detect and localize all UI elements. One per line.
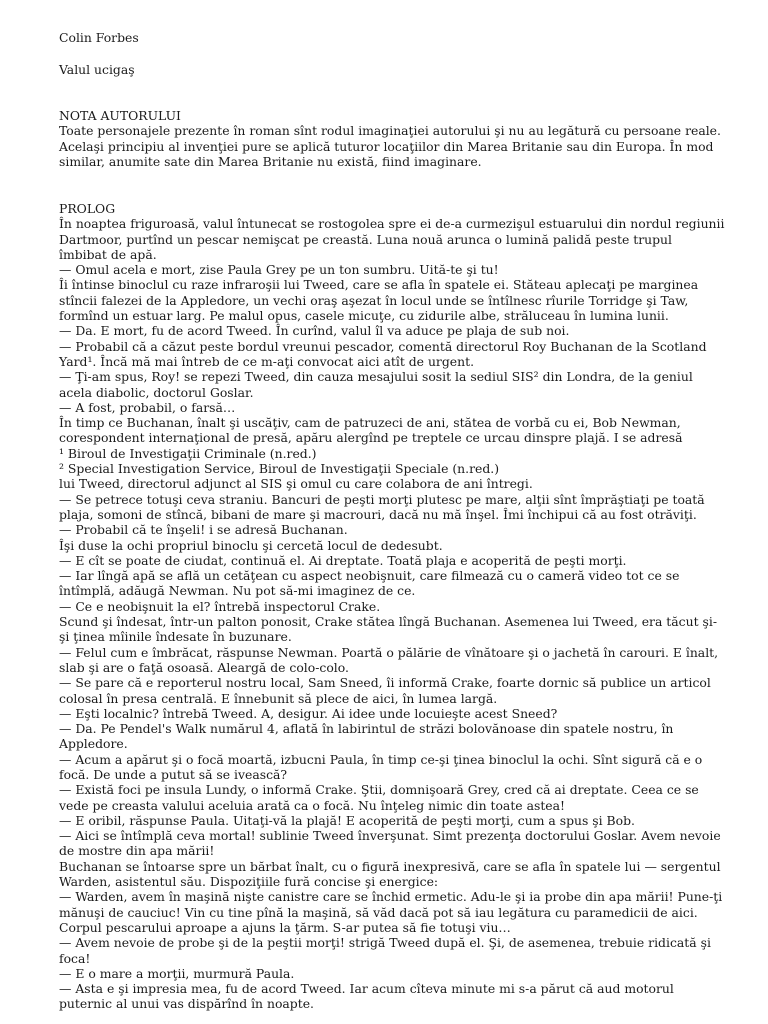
text-line: — Se pare că e reporterul nostru local, Sam Sneed, îi informă Crake, foarte dornic să publice un articol <box>59 675 711 691</box>
text-line: colosal în presa centrală. E înnebunit să plece de aici, în lumea largă. <box>59 690 498 706</box>
author-note-body <box>59 123 759 169</box>
text-line: Îşi duse la ochi propriul binoclu şi cercetă locul de dedesubt. <box>59 537 443 553</box>
text-line: — Da. E mort, fu de acord Tweed. În curînd, valul îl va aduce pe plaja de sub noi. <box>59 323 570 339</box>
prolog-body <box>59 216 759 1011</box>
text-line: — Ce e neobişnuit la el? întrebă inspectorul Crake. <box>59 598 381 614</box>
text-line: — Da. Pe Pendel's Walk numărul 4, aflată în labirintul de străzi bolovănoase din spatele nostru, în <box>59 721 674 737</box>
text-line: — Se petrece totuşi ceva straniu. Bancuri de peşti morţi plutesc pe mare, alţii sînt împrăştiaţi pe toată <box>59 491 705 507</box>
author-note-heading: NOTA AUTORULUI <box>59 108 181 123</box>
text-line: plaja, somoni de stîncă, bibani de mare şi macrouri, dacă nu mă înşel. Îmi închipui că au fost otrăviţi. <box>59 506 697 522</box>
text-line: formînd un estuar larg. Pe malul opus, casele micuţe, cu zidurile albe, străluceau în lumina lunii. <box>59 308 669 324</box>
text-line: întîmplă, adăugă Newman. Nu pot să-mi imaginez de ce. <box>59 583 416 599</box>
text-line: — Warden, avem în maşină nişte canistre care se închid ermetic. Adu-le şi ia probe din apa mării! Pune-ţi <box>59 889 723 905</box>
author-name: Colin Forbes <box>59 30 139 45</box>
text-line: Dartmoor, purtînd un pescar nemişcat pe creastă. Luna nouă arunca o lumină palidă peste trupul <box>59 231 672 247</box>
text-line: ¹ Biroul de Investigaţii Criminale (n.red.) <box>59 445 317 461</box>
text-line: corespondent internaţional de presă, apăru alergînd pe treptele ce urcau dinspre plajă. I se adresă <box>59 430 683 446</box>
text-line: — Ţi-am spus, Roy! se repezi Tweed, din cauza mesajului sosit la sediul SIS² din Londra, de la geniul <box>59 369 693 385</box>
text-line: În noaptea friguroasă, valul întunecat se rostogolea spre ei de-a curmezişul estuarului din nordul regiunii <box>59 216 725 232</box>
text-line: — Omul acela e mort, zise Paula Grey pe un ton sumbru. Uită-te şi tu! <box>59 262 499 278</box>
text-line: — Aici se întîmplă ceva mortal! sublinie Tweed înverşunat. Simt prezenţa doctorului Goslar. Avem nevoie <box>59 828 721 844</box>
text-line: — Există foci pe insula Lundy, o informă Crake. Ştii, domnişoară Grey, cred că ai dreptate. Ceea ce se <box>59 782 699 798</box>
text-line: şi ţinea mîinile îndesate în buzunare. <box>59 629 292 645</box>
text-line: Corpul pescarului aproape a ajuns la ţărm. S-ar putea să fie totuşi viu… <box>59 919 511 935</box>
text-line: — E o mare a morţii, murmură Paula. <box>59 965 295 981</box>
text-line: Îi întinse binoclul cu raze infraroşii lui Tweed, care se afla în spatele ei. Stăteau aplecaţi pe marginea <box>59 277 699 293</box>
text-line: foca! <box>59 950 91 966</box>
text-line: — Iar lîngă apă se află un cetăţean cu aspect neobişnuit, care filmează cu o cameră video tot ce se <box>59 568 680 584</box>
prolog-section <box>59 201 759 1012</box>
author-note-section <box>59 108 759 169</box>
text-line: Toate personajele prezente în roman sînt rodul imaginaţiei autorului şi nu au legătură cu persoane reale. <box>59 123 721 139</box>
text-line: — Asta e şi impresia mea, fu de acord Tweed. Iar acum cîteva minute mi s-a părut că aud motorul <box>59 981 674 997</box>
text-line: — E oribil, răspunse Paula. Uitaţi-vă la plajă! E acoperită de peşti morţi, cum a spus şi Bob. <box>59 812 635 828</box>
book-title: Valul ucigaş <box>59 62 135 77</box>
text-line: stîncii falezei de la Appledore, un vechi oraş aşezat în locul unde se întîlnesc rîurile Torridge şi Taw, <box>59 292 689 308</box>
text-line: acela diabolic, doctorul Goslar. <box>59 384 254 400</box>
text-line: vede pe creasta valului aceluia arată ca o focă. Nu înţeleg nimic din toate astea! <box>59 797 565 813</box>
text-line: mănuşi de cauciuc! Vin cu tine pînă la maşină, să văd dacă pot să iau legătura cu paramedicii de aici. <box>59 904 698 920</box>
prolog-heading: PROLOG <box>59 201 116 216</box>
text-line: În timp ce Buchanan, înalt şi uscăţiv, cam de patruzeci de ani, stătea de vorbă cu ei, Bob Newman, <box>59 415 681 431</box>
text-line: ² Special Investigation Service, Biroul de Investigaţii Speciale (n.red.) <box>59 461 500 477</box>
text-line: de mostre din apa mării! <box>59 843 215 859</box>
text-line: focă. De unde a putut să se ivească? <box>59 766 288 782</box>
text-line: — Eşti localnic? întrebă Tweed. A, desigur. Ai idee unde locuieşte acest Sneed? <box>59 705 558 721</box>
text-line: — Felul cum e îmbrăcat, răspunse Newman. Poartă o pălărie de vînătoare şi o jachetă în carouri. E înalt, <box>59 644 719 660</box>
text-line: slab şi are o faţă osoasă. Aleargă de colo-colo. <box>59 659 349 675</box>
text-line: lui Tweed, directorul adjunct al SIS şi omul cu care colabora de ani întregi. <box>59 476 533 492</box>
text-line: similar, anumite sate din Marea Britanie nu există, fiind imaginare. <box>59 153 482 169</box>
text-line: — Acum a apărut şi o focă moartă, izbucni Paula, în timp ce-şi ţinea binoclul la ochi. Sînt sigură că e o <box>59 751 703 767</box>
text-line: Appledore. <box>59 736 128 752</box>
text-line: — Probabil că a căzut peste bordul vreunui pescador, comentă directorul Roy Buchanan de la Scotland <box>59 338 707 354</box>
text-line: îmbibat de apă. <box>59 246 157 262</box>
text-line: Buchanan se întoarse spre un bărbat înalt, cu o figură inexpresivă, care se afla în spatele lui — sergentul <box>59 858 721 874</box>
text-line: Scund şi îndesat, într-un palton ponosit, Crake stătea lîngă Buchanan. Asemenea lui Tweed, era tăcut şi- <box>59 614 718 630</box>
text-line: — A fost, probabil, o farsă… <box>59 399 236 415</box>
text-line: puternic al unui vas dispărînd în noapte. <box>59 996 314 1012</box>
text-line: Warden, asistentul său. Dispoziţiile fură concise şi energice: <box>59 874 439 890</box>
text-line: — E cît se poate de ciudat, continuă el. Ai dreptate. Toată plaja e acoperită de peşti morţi. <box>59 552 627 568</box>
text-line: — Probabil că te înşeli! i se adresă Buchanan. <box>59 522 348 538</box>
text-line: Acelaşi principiu al invenţiei pure se aplică tuturor locaţiilor din Marea Britanie sau din Europa. În mod <box>59 138 714 154</box>
text-line: — Avem nevoie de probe şi de la peştii morţi! strigă Tweed după el. Şi, de asemenea, trebuie ridicată şi <box>59 935 711 951</box>
text-line: Yard¹. Încă mă mai întreb de ce m-aţi convocat aici atît de urgent. <box>59 353 475 369</box>
